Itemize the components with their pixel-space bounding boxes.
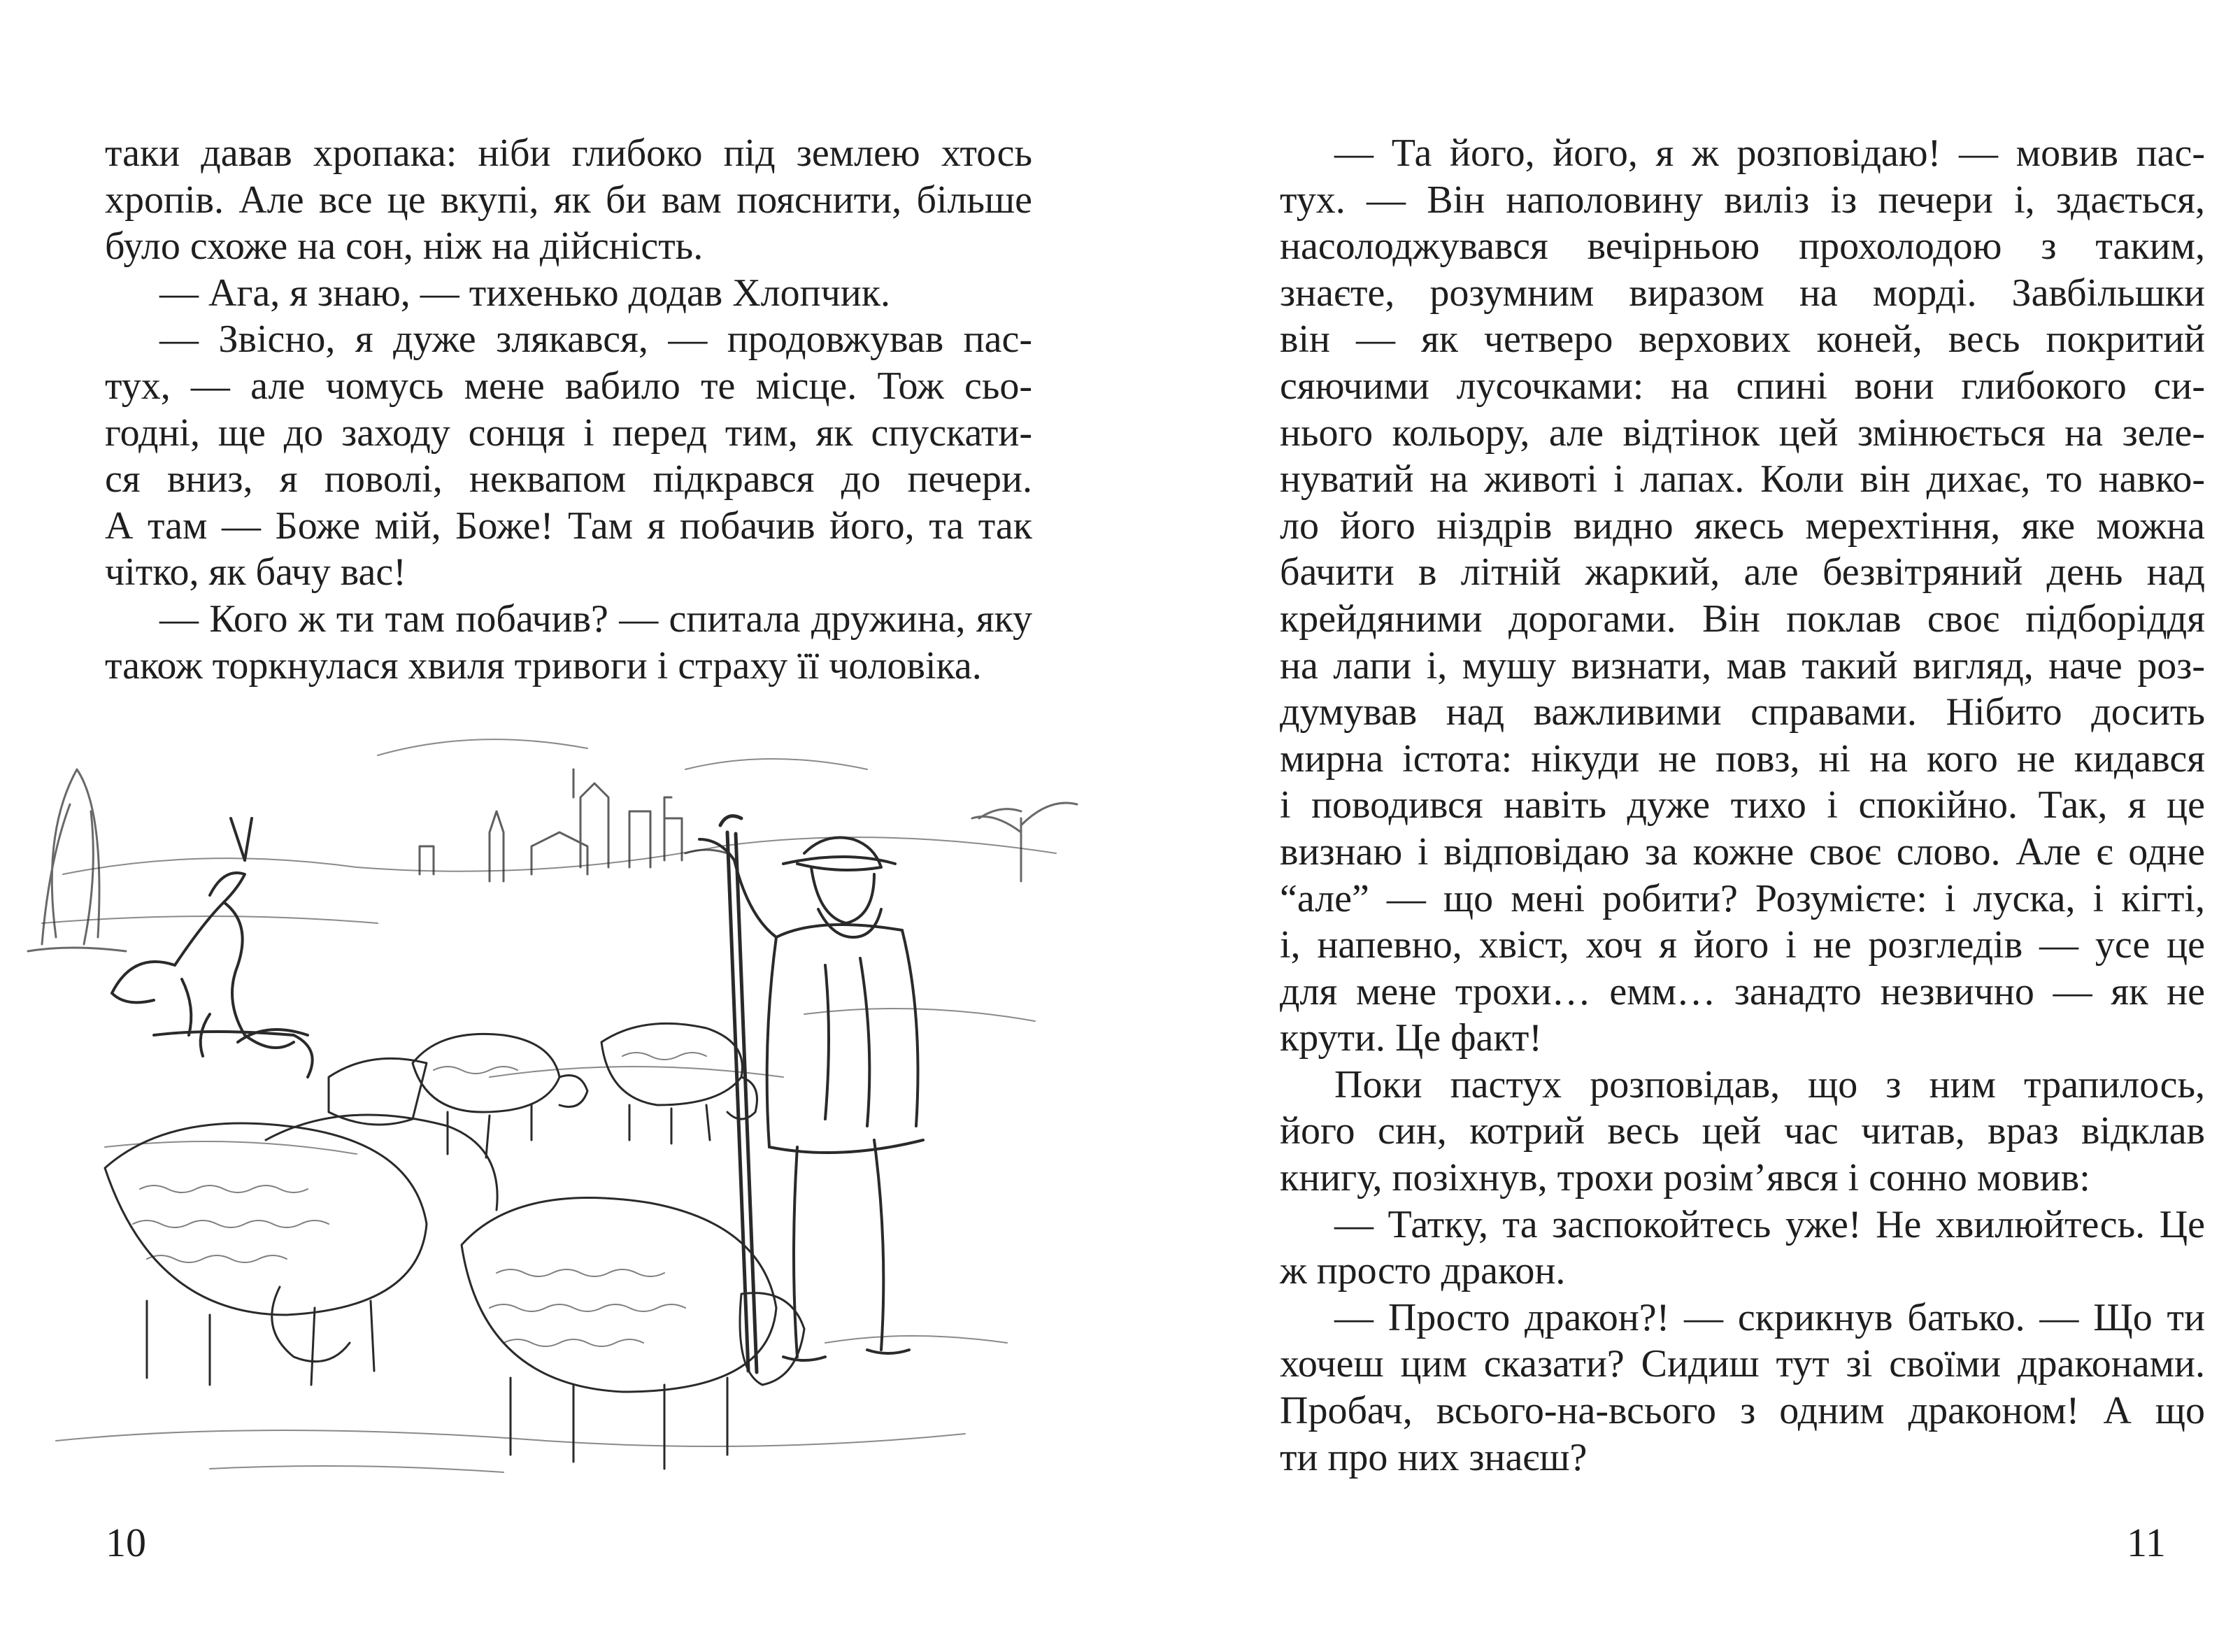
text-line: крути. Це факт! [1280,1016,1542,1060]
page-number-left: 10 [106,1520,146,1565]
text-line: на лапи і, мушу визнати, мав такий вигляд, наче роз- [1280,643,2205,688]
text-line: мирна істота: нікуди не повз, ні на кого не кидався [1280,736,2205,781]
text-line: визнаю і відповідаю за кожне своє слово. Але є одне [1280,829,2205,874]
sketch-icon [28,739,1077,1472]
text-line: “але” — що мені робити? Розумієте: і луска, і кігті, [1280,876,2205,920]
text-line: для мене трохи… емм… занадто незвично — як не [1280,969,2205,1013]
text-line: насолоджувався вечірньою прохолодою з таким, [1280,225,2205,269]
text-line: — Ага, я знаю, — тихенько додав Хлопчик. [159,271,890,315]
right-page [1120,0,2240,1652]
text-line: ж просто дракон. [1280,1249,1566,1293]
left-page-text [105,130,1032,689]
text-line: тух. — Він наполовину виліз із печери і, здається, [1280,178,2205,222]
text-line: і поводився навіть дуже тихо і спокійно. Так, я це [1280,783,2205,827]
text-line: нього кольору, але відтінок цей змінюється на зеле- [1280,411,2205,455]
text-line: ся вниз, я поволі, неквапом підкрався до печери. [105,457,1032,501]
text-line: — Та його, його, я ж розповідаю! — мовив пас- [1334,131,2205,175]
text-line: його син, котрий весь цей час читав, враз відклав [1280,1109,2205,1153]
text-line: нуватий на животі і лапах. Коли він дихає, то навко- [1280,457,2205,501]
text-line: — Кого ж ти там побачив? — спитала дружина, яку [159,597,1032,641]
text-line: крейдяними дорогами. Він поклав своє підборіддя [1280,597,2205,641]
text-line: хропів. Але все це вкупі, як би вам пояснити, більше [105,178,1032,222]
text-line: думував над важливими справами. Нібито досить [1280,690,2205,734]
text-line: і, напевно, хвіст, хоч я його і не розгледів — усе це [1280,923,2205,967]
text-line: хочеш цим сказати? Сидиш тут зі своїми драконами. [1280,1342,2205,1386]
text-line: Пробач, всього-на-всього з одним драконом! А що [1280,1389,2205,1433]
text-line: ло його ніздрів видно якесь мерехтіння, яке можна [1280,504,2205,548]
text-line: годні, ще до заходу сонця і перед тим, як спускати- [105,411,1032,455]
text-line: бачити в літній жаркий, але безвітряний день над [1280,550,2205,594]
text-line: було схоже на сон, ніж на дійсність. [105,225,704,269]
text-line: А там — Боже мій, Боже! Там я побачив його, та так [105,504,1032,548]
text-line: чітко, як бачу вас! [105,550,406,594]
text-line: — Татку, та заспокойтесь уже! Не хвилюйтесь. Це [1334,1202,2205,1246]
text-line: книгу, позіхнув, трохи розім’явся і сонно мовив: [1280,1156,2090,1200]
right-page-text [1280,130,2205,1481]
text-line: — Звісно, я дуже злякався, — продовжував пас- [159,318,1032,362]
text-line: знаєте, розумним виразом на морді. Завбільшки [1280,271,2205,315]
text-line: сяючими лусочками: на спині вони глибокого си- [1280,364,2205,408]
text-line: ти про них знаєш? [1280,1435,1588,1479]
page-number-right: 11 [2127,1520,2166,1565]
text-line: — Просто дракон?! — скрикнув батько. — Що ти [1334,1295,2205,1339]
text-line: тух, — але чомусь мене вабило те місце. Тож сьо- [105,364,1032,408]
text-line: таки давав хропака: ніби глибоко під землею хтось [105,131,1032,175]
shepherd-illustration [0,713,1147,1490]
text-line: також торкнулася хвиля тривоги і страху її чоловіка. [105,643,982,688]
text-line: він — як четверо верхових коней, весь покритий [1280,318,2205,362]
text-line: Поки пастух розповідав, що з ним трапилось, [1334,1062,2205,1106]
